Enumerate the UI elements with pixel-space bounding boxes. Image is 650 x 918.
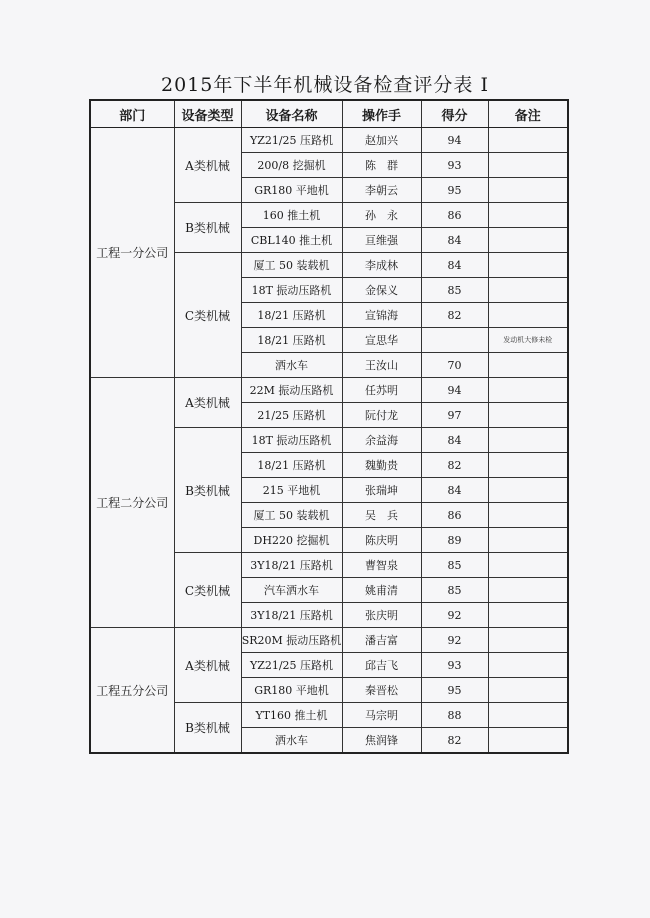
operator-cell: 潘吉富 <box>342 628 421 653</box>
score-cell: 70 <box>421 353 488 378</box>
department-cell: 工程五分公司 <box>90 628 174 754</box>
equipment-name-cell: SR20M 振动压路机 <box>241 628 342 653</box>
equipment-name-cell: 18T 振动压路机 <box>241 278 342 303</box>
score-cell: 84 <box>421 428 488 453</box>
remarks-cell <box>488 403 568 428</box>
score-cell: 84 <box>421 478 488 503</box>
remarks-cell <box>488 703 568 728</box>
equipment-name-cell: 3Y18/21 压路机 <box>241 603 342 628</box>
operator-cell: 张瑞坤 <box>342 478 421 503</box>
score-cell: 92 <box>421 603 488 628</box>
operator-cell: 张庆明 <box>342 603 421 628</box>
operator-cell: 焦润锋 <box>342 728 421 754</box>
score-cell: 88 <box>421 703 488 728</box>
equipment-name-cell: 18/21 压路机 <box>241 303 342 328</box>
score-cell: 86 <box>421 503 488 528</box>
table-row <box>90 128 568 153</box>
remarks-cell <box>488 503 568 528</box>
operator-cell: 余益海 <box>342 428 421 453</box>
header-operator: 操作手 <box>342 100 421 128</box>
equipment-name-cell: 18/21 压路机 <box>241 453 342 478</box>
page-title: 2015年下半年机械设备检查评分表 I <box>161 74 489 96</box>
operator-cell: 赵加兴 <box>342 128 421 153</box>
score-cell: 95 <box>421 678 488 703</box>
department-cell: 工程二分公司 <box>90 378 174 628</box>
remarks-cell <box>488 428 568 453</box>
score-cell: 93 <box>421 153 488 178</box>
equipment-score-table <box>89 99 569 754</box>
score-cell: 82 <box>421 303 488 328</box>
equipment-name-cell: 洒水车 <box>241 728 342 754</box>
header-remarks: 备注 <box>488 100 568 128</box>
remarks-cell: 发动机大修未检 <box>488 328 568 353</box>
remarks-cell <box>488 378 568 403</box>
remarks-cell <box>488 578 568 603</box>
operator-cell: 魏勤贵 <box>342 453 421 478</box>
operator-cell: 阮付龙 <box>342 403 421 428</box>
remarks-cell <box>488 128 568 153</box>
operator-cell: 李朝云 <box>342 178 421 203</box>
header-equipment-name: 设备名称 <box>241 100 342 128</box>
remarks-cell <box>488 528 568 553</box>
equipment-name-cell: CBL140 推土机 <box>241 228 342 253</box>
remarks-cell <box>488 628 568 653</box>
equipment-type-cell: C类机械 <box>174 553 241 628</box>
remarks-cell <box>488 253 568 278</box>
operator-cell: 李成林 <box>342 253 421 278</box>
remarks-cell <box>488 278 568 303</box>
header-department: 部门 <box>90 100 174 128</box>
score-cell: 85 <box>421 578 488 603</box>
operator-cell: 金保义 <box>342 278 421 303</box>
remarks-cell <box>488 228 568 253</box>
remarks-cell <box>488 153 568 178</box>
equipment-name-cell: YZ21/25 压路机 <box>241 653 342 678</box>
score-cell: 95 <box>421 178 488 203</box>
equipment-name-cell: YZ21/25 压路机 <box>241 128 342 153</box>
equipment-name-cell: 200/8 挖掘机 <box>241 153 342 178</box>
operator-cell: 孙 永 <box>342 203 421 228</box>
operator-cell: 秦晋松 <box>342 678 421 703</box>
score-cell: 84 <box>421 228 488 253</box>
equipment-name-cell: 洒水车 <box>241 353 342 378</box>
remarks-cell <box>488 178 568 203</box>
equipment-type-cell: B类机械 <box>174 203 241 253</box>
remarks-cell <box>488 653 568 678</box>
header-row <box>90 100 568 128</box>
remarks-cell <box>488 453 568 478</box>
equipment-type-cell: A类机械 <box>174 128 241 203</box>
remarks-cell <box>488 353 568 378</box>
score-cell: 94 <box>421 128 488 153</box>
header-score: 得分 <box>421 100 488 128</box>
remarks-cell <box>488 728 568 754</box>
remarks-cell <box>488 203 568 228</box>
equipment-name-cell: GR180 平地机 <box>241 678 342 703</box>
equipment-name-cell: 22M 振动压路机 <box>241 378 342 403</box>
header-equipment-type: 设备类型 <box>174 100 241 128</box>
equipment-name-cell: 厦工 50 装载机 <box>241 253 342 278</box>
equipment-name-cell: 160 推土机 <box>241 203 342 228</box>
equipment-name-cell: 18/21 压路机 <box>241 328 342 353</box>
score-cell: 89 <box>421 528 488 553</box>
equipment-name-cell: 厦工 50 装载机 <box>241 503 342 528</box>
equipment-name-cell: 21/25 压路机 <box>241 403 342 428</box>
score-cell: 94 <box>421 378 488 403</box>
score-cell: 82 <box>421 453 488 478</box>
score-cell: 84 <box>421 253 488 278</box>
operator-cell: 吴 兵 <box>342 503 421 528</box>
remarks-cell <box>488 478 568 503</box>
operator-cell: 姚甫清 <box>342 578 421 603</box>
operator-cell: 陈庆明 <box>342 528 421 553</box>
score-cell: 92 <box>421 628 488 653</box>
remarks-cell <box>488 553 568 578</box>
equipment-type-cell: C类机械 <box>174 253 241 378</box>
table-row <box>90 628 568 653</box>
operator-cell: 邱吉飞 <box>342 653 421 678</box>
table-body <box>90 128 568 754</box>
score-cell: 82 <box>421 728 488 754</box>
equipment-type-cell: B类机械 <box>174 703 241 754</box>
equipment-name-cell: 3Y18/21 压路机 <box>241 553 342 578</box>
equipment-name-cell: YT160 推土机 <box>241 703 342 728</box>
operator-cell: 宣锦海 <box>342 303 421 328</box>
score-cell: 85 <box>421 278 488 303</box>
score-cell: 86 <box>421 203 488 228</box>
score-cell: 85 <box>421 553 488 578</box>
equipment-name-cell: DH220 挖掘机 <box>241 528 342 553</box>
remarks-cell <box>488 603 568 628</box>
operator-cell: 王汝山 <box>342 353 421 378</box>
equipment-type-cell: A类机械 <box>174 378 241 428</box>
department-cell: 工程一分公司 <box>90 128 174 378</box>
equipment-name-cell: 18T 振动压路机 <box>241 428 342 453</box>
operator-cell: 亘维强 <box>342 228 421 253</box>
operator-cell: 马宗明 <box>342 703 421 728</box>
equipment-name-cell: 215 平地机 <box>241 478 342 503</box>
operator-cell: 曹智泉 <box>342 553 421 578</box>
equipment-name-cell: GR180 平地机 <box>241 178 342 203</box>
remarks-cell <box>488 678 568 703</box>
operator-cell: 任苏明 <box>342 378 421 403</box>
score-cell: 93 <box>421 653 488 678</box>
table-row <box>90 378 568 403</box>
operator-cell: 陈 群 <box>342 153 421 178</box>
equipment-type-cell: B类机械 <box>174 428 241 553</box>
remarks-cell <box>488 303 568 328</box>
score-cell <box>421 328 488 353</box>
operator-cell: 宣思华 <box>342 328 421 353</box>
score-cell: 97 <box>421 403 488 428</box>
equipment-name-cell: 汽车洒水车 <box>241 578 342 603</box>
equipment-type-cell: A类机械 <box>174 628 241 703</box>
